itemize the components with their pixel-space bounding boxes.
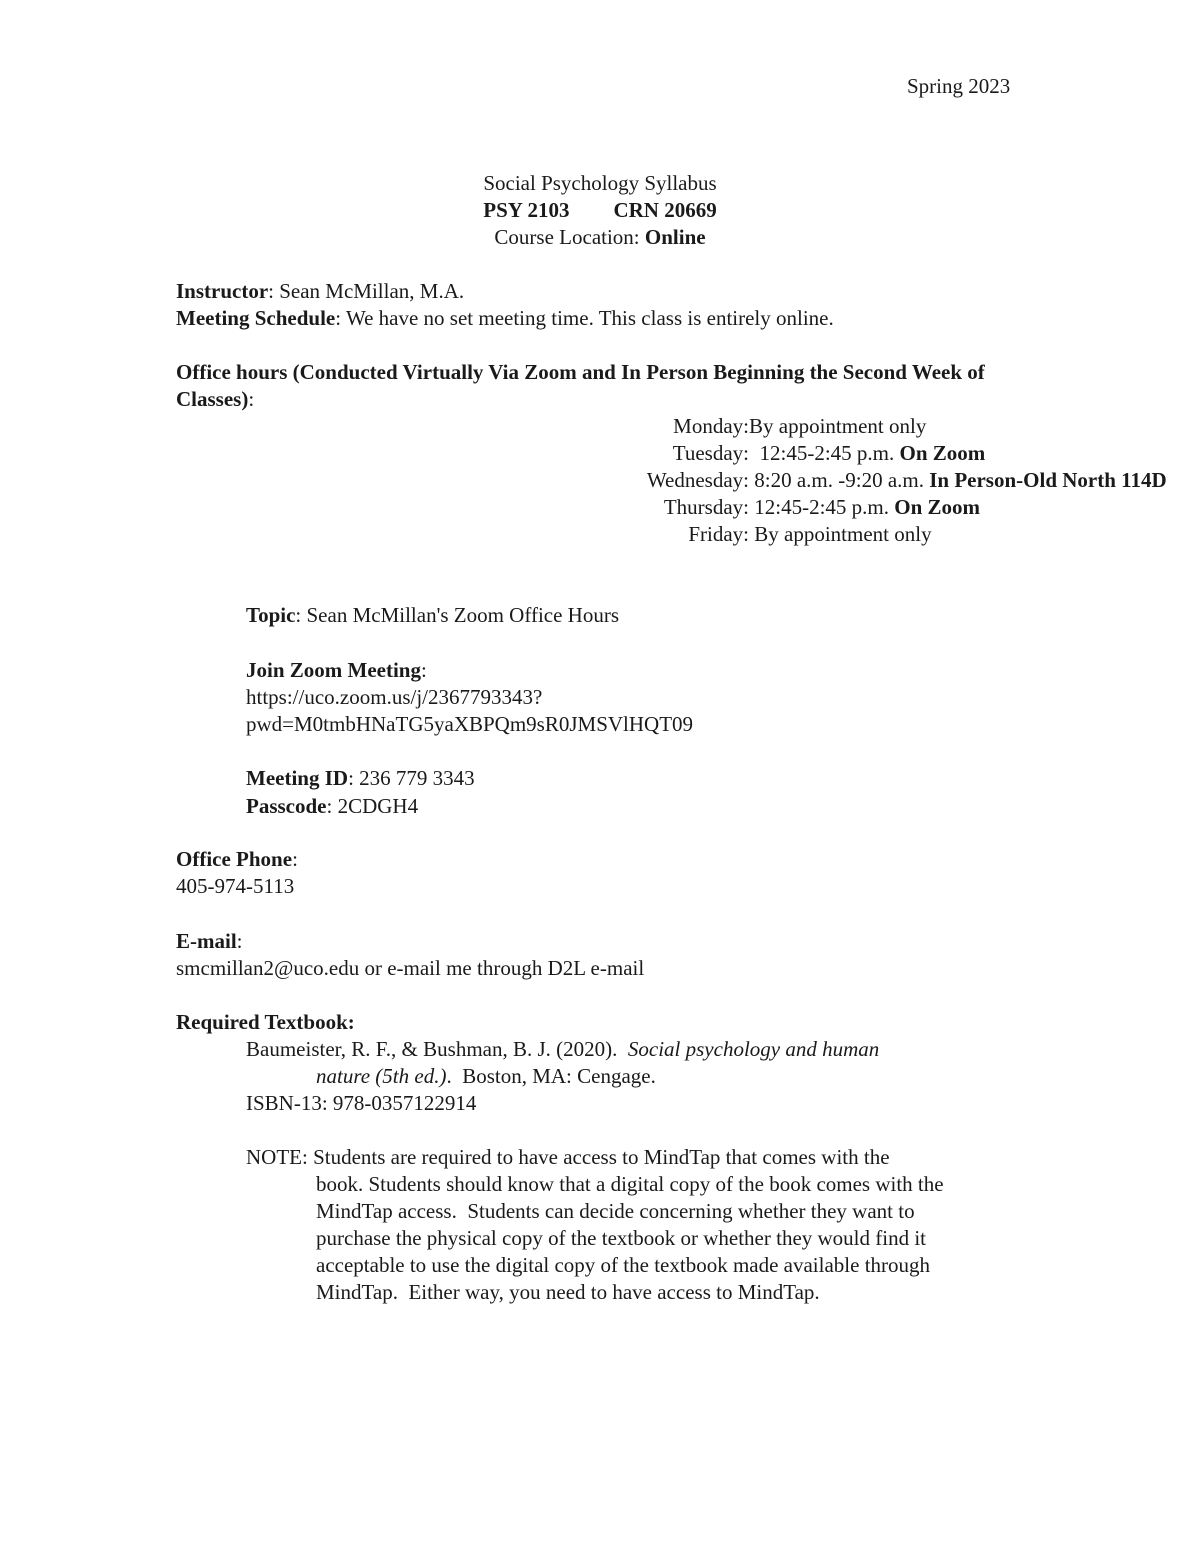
office-hours-day: Friday: [688,522,749,546]
office-hours-time: By appointment only [749,522,932,546]
office-hours-heading-text: Office hours (Conducted Virtually Via Zoom and In Person Beginning the Second Week of Classes) [176,360,985,411]
zoom-url-line-1[interactable]: https://uco.zoom.us/j/2367793343? [246,685,543,709]
note-line: MindTap. Either way, you need to have access to MindTap. [316,1280,820,1304]
zoom-topic-line [246,602,619,629]
join-zoom-label: Join Zoom Meeting [246,658,421,682]
office-hours-time: By appointment only [749,414,927,438]
office-hours-day: Monday: [673,414,749,438]
office-hours-time: 12:45-2:45 p.m. On Zoom [749,441,986,465]
zoom-url-line-2[interactable]: pwd=M0tmbHNaTG5yaXBPQm9sR0JMSVlHQT09 [246,712,694,736]
meeting-schedule-label: Meeting Schedule [176,306,336,330]
office-hours-day: Wednesday: [646,468,749,492]
note-line: acceptable to use the digital copy of the textbook made available through [316,1253,931,1277]
course-code: PSY 2103 [483,198,570,222]
semester-label: Spring 2023 [907,74,1011,98]
textbook-isbn: ISBN-13: 978-0357122914 [246,1091,477,1115]
passcode-value: : 2CDGH4 [326,794,419,818]
meeting-id-label: Meeting ID [246,766,349,790]
meeting-id-line [246,765,475,792]
instructor-label: Instructor [176,279,269,303]
office-hours-row [0,440,1200,467]
note-line: purchase the physical copy of the textbook or whether they would find it [316,1226,927,1250]
meeting-schedule-value: : We have no set meeting time. This class is entirely online. [335,306,834,330]
office-hours-day: Tuesday: [672,441,749,465]
office-hours-heading-suffix: : [248,387,255,411]
course-location [0,224,1200,251]
email-label: E-mail [176,929,237,953]
instructor-line [176,278,464,305]
office-hours-day: Thursday: [663,495,749,519]
email-heading: E-mail: [176,929,243,953]
zoom-topic-label: Topic [246,603,296,627]
course-location-label: Course Location: [494,225,645,249]
office-phone-label: Office Phone [176,847,293,871]
zoom-topic-value: : Sean McMillan's Zoom Office Hours [295,603,620,627]
course-identifiers [0,197,1200,224]
office-hours-time: 8:20 a.m. -9:20 a.m. In Person-Old North 114D [749,468,1167,492]
office-hours-heading [176,359,1036,413]
note-line: book. Students should know that a digital copy of the book comes with the [316,1172,944,1196]
office-hours-time: 12:45-2:45 p.m. On Zoom [749,495,981,519]
office-hours-row [0,467,1200,494]
email-value: smcmillan2@uco.edu or e-mail me through D2L e-mail [176,956,645,980]
office-hours-row [0,413,1200,440]
note-line: NOTE: Students are required to have access to MindTap that comes with the [246,1145,890,1169]
passcode-label: Passcode [246,794,327,818]
office-phone-value: 405-974-5113 [176,874,295,898]
required-textbook-heading: Required Textbook: [176,1010,355,1034]
course-location-value: Online [644,225,706,249]
meeting-id-value: : 236 779 3343 [348,766,475,790]
office-hours-schedule [0,413,1200,548]
office-hours-row [0,494,1200,521]
instructor-value: : Sean McMillan, M.A. [268,279,465,303]
document-title: Social Psychology Syllabus [483,171,717,195]
office-hours-row [0,521,1200,548]
textbook-citation-line-2: nature (5th ed.). Boston, MA: Cengage. [316,1064,656,1088]
mindtap-note [246,1144,1036,1306]
office-phone-heading: Office Phone: [176,847,298,871]
meeting-schedule-line [176,305,834,332]
passcode-line [246,793,418,820]
join-zoom-heading: Join Zoom Meeting: [246,658,427,682]
textbook-citation-line-1: Baumeister, R. F., & Bushman, B. J. (2020). Social psychology and human [246,1037,880,1061]
note-line: MindTap access. Students can decide concerning whether they want to [316,1199,915,1223]
crn: CRN 20669 [613,198,717,222]
